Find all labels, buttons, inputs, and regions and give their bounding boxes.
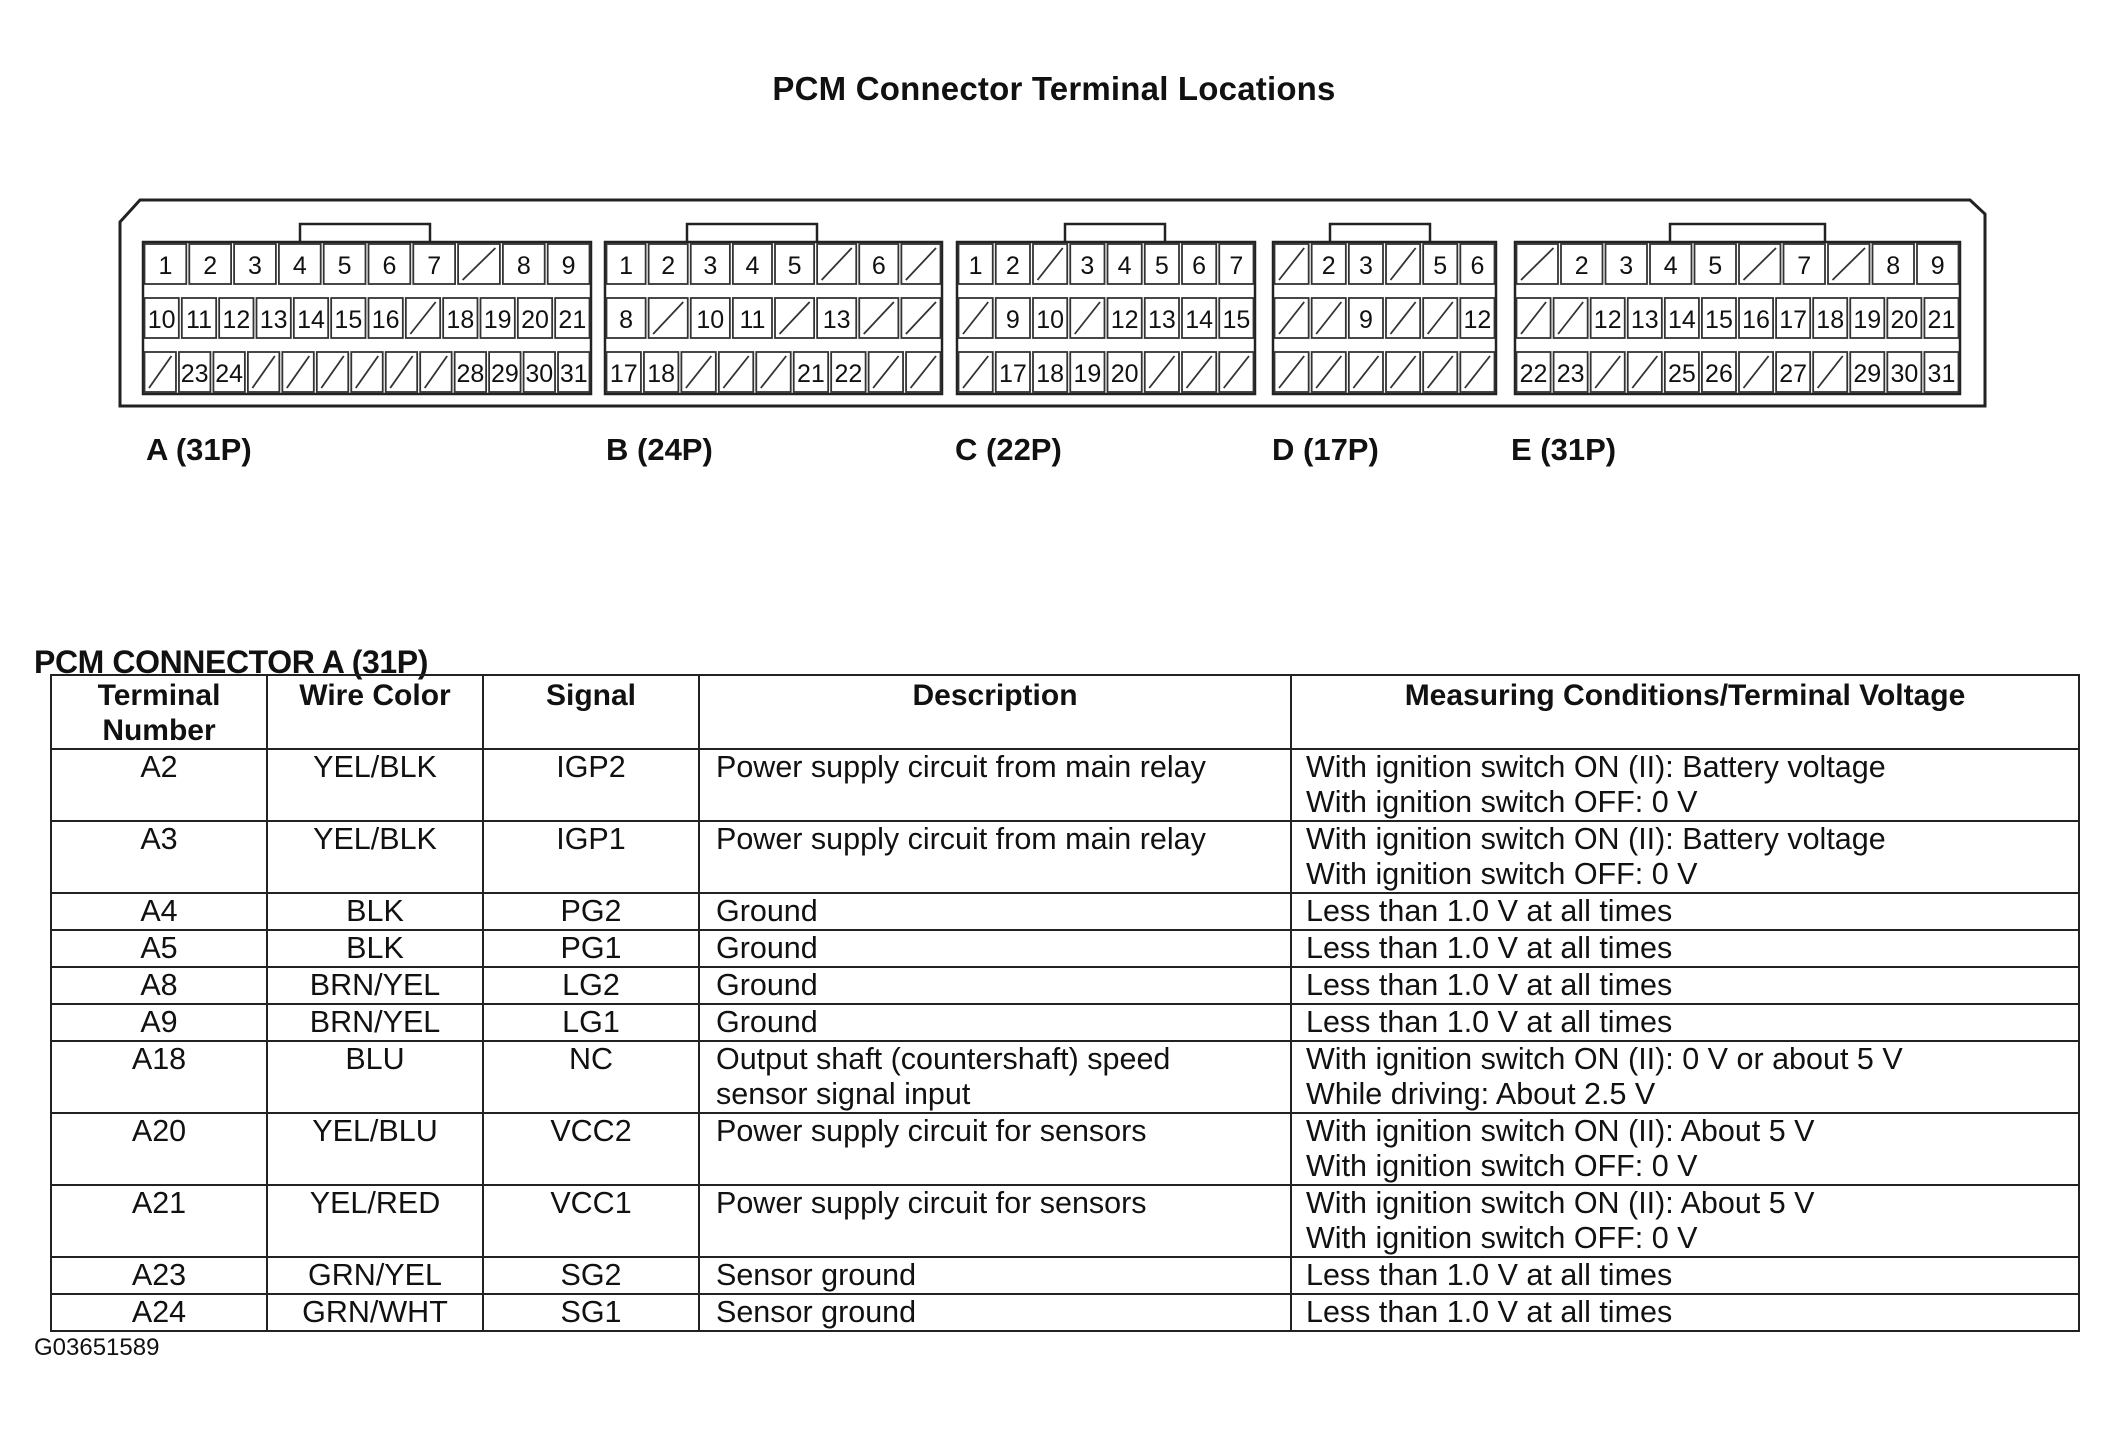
pin-number-a-r2-c12: 21 (558, 306, 587, 334)
terminal-number-cell: A8 (51, 967, 267, 1004)
terminal-number-cell: A20 (51, 1113, 267, 1185)
empty-pin-d-r2-c2 (1316, 302, 1341, 334)
terminal-number-cell: A24 (51, 1294, 267, 1331)
empty-pin-b-r3-c8 (873, 356, 898, 388)
terminal-number-cell: A23 (51, 1257, 267, 1294)
terminal-number-cell: A2 (51, 749, 267, 821)
terminal-number-cell: A21 (51, 1185, 267, 1257)
pin-number-a-r1-c4: 4 (292, 252, 307, 280)
measuring-conditions-cell: Less than 1.0 V at all times (1291, 893, 2079, 930)
pin-number-a-r2-c5: 14 (297, 306, 325, 334)
wire-color-cell: GRN/YEL (267, 1257, 483, 1294)
empty-pin-c-r1-c3 (1038, 248, 1063, 280)
pin-number-c-r3-c4: 19 (1073, 360, 1102, 388)
pin-number-c-r1-c6: 5 (1154, 252, 1169, 280)
terminal-number-cell: A5 (51, 930, 267, 967)
pin-number-a-r3-c11: 29 (490, 360, 519, 388)
pin-number-b-r1-c3: 3 (703, 252, 718, 280)
header-signal: Signal (483, 675, 699, 749)
pin-number-e-r3-c10: 29 (1853, 360, 1882, 388)
connector-label-d: D (17P) (1272, 432, 1379, 467)
description-cell: Power supply circuit for sensors (699, 1185, 1291, 1257)
pin-number-e-r2-c11: 20 (1890, 306, 1919, 334)
pin-number-a-r1-c10: 9 (561, 252, 576, 280)
pin-number-c-r3-c3: 18 (1036, 360, 1065, 388)
block-d-key-tab (1330, 224, 1430, 242)
pin-number-b-r3-c6: 21 (797, 360, 825, 388)
measuring-conditions-cell: With ignition switch ON (II): Battery voltage With ignition switch OFF: 0 V (1291, 821, 2079, 893)
pin-number-a-r3-c2: 23 (180, 360, 209, 388)
empty-pin-a-r3-c8 (390, 356, 412, 388)
pin-number-c-r3-c5: 20 (1110, 360, 1139, 388)
signal-cell: PG1 (483, 930, 699, 967)
empty-pin-b-r2-c7 (864, 302, 894, 334)
pin-number-b-r2-c3: 10 (696, 306, 725, 334)
pin-number-a-r1-c7: 7 (427, 252, 442, 280)
pin-number-a-r1-c5: 5 (337, 252, 352, 280)
measuring-conditions-cell: With ignition switch ON (II): 0 V or about 5 V While driving: About 2.5 V (1291, 1041, 2079, 1113)
empty-pin-d-r2-c4 (1391, 302, 1416, 334)
wire-color-cell: GRN/WHT (267, 1294, 483, 1331)
pin-number-a-r2-c1: 10 (147, 306, 176, 334)
measuring-conditions-cell: Less than 1.0 V at all times (1291, 967, 2079, 1004)
pin-number-a-r1-c1: 1 (158, 252, 173, 280)
empty-pin-e-r3-c9 (1818, 356, 1843, 388)
pin-number-e-r1-c2: 2 (1574, 252, 1589, 280)
empty-pin-c-r2-c4 (1075, 302, 1100, 334)
description-cell: Ground (699, 1004, 1291, 1041)
terminal-number-cell: A18 (51, 1041, 267, 1113)
empty-pin-b-r3-c3 (686, 356, 711, 388)
signal-cell: LG2 (483, 967, 699, 1004)
pin-number-b-r1-c4: 4 (745, 252, 760, 280)
pin-number-c-r2-c6: 13 (1147, 306, 1176, 334)
measuring-conditions-cell: Less than 1.0 V at all times (1291, 1294, 2079, 1331)
wire-color-cell: YEL/BLK (267, 749, 483, 821)
pin-number-a-r2-c9: 18 (446, 306, 475, 334)
empty-pin-b-r1-c6 (822, 248, 852, 280)
empty-pin-b-r2-c5 (780, 302, 810, 334)
empty-pin-d-r3-c3 (1353, 356, 1378, 388)
pin-number-e-r3-c1: 22 (1519, 360, 1548, 388)
wire-color-cell: BLU (267, 1041, 483, 1113)
pin-number-d-r2-c3: 9 (1358, 306, 1373, 334)
description-cell: Power supply circuit from main relay (699, 749, 1291, 821)
table-row (51, 1185, 2079, 1257)
description-cell: Sensor ground (699, 1257, 1291, 1294)
pin-number-a-r3-c10: 28 (456, 360, 485, 388)
empty-pin-a-r3-c9 (425, 356, 447, 388)
pin-number-e-r3-c11: 30 (1890, 360, 1919, 388)
empty-pin-b-r3-c5 (761, 356, 786, 388)
empty-pin-a-r3-c6 (321, 356, 343, 388)
block-c-key-tab (1065, 224, 1165, 242)
measuring-conditions-cell: Less than 1.0 V at all times (1291, 1257, 2079, 1294)
pin-number-e-r2-c6: 15 (1705, 306, 1733, 334)
empty-pin-b-r3-c4 (723, 356, 748, 388)
empty-pin-a-r2-c8 (410, 302, 435, 334)
pin-number-e-r1-c5: 5 (1708, 252, 1723, 280)
signal-cell: VCC2 (483, 1113, 699, 1185)
empty-pin-a-r3-c4 (252, 356, 274, 388)
wire-color-cell: YEL/BLU (267, 1113, 483, 1185)
pin-number-e-r3-c6: 26 (1705, 360, 1733, 388)
pin-number-c-r3-c2: 17 (998, 360, 1027, 388)
pin-number-e-r1-c4: 4 (1663, 252, 1678, 280)
pin-number-e-r2-c10: 19 (1853, 306, 1882, 334)
wire-color-cell: BRN/YEL (267, 1004, 483, 1041)
pin-number-e-r2-c5: 14 (1667, 306, 1696, 334)
wire-color-cell: BLK (267, 930, 483, 967)
pin-number-a-r2-c2: 11 (186, 306, 212, 334)
pin-number-e-r2-c4: 13 (1630, 306, 1659, 334)
pin-number-b-r1-c5: 5 (787, 252, 802, 280)
empty-pin-b-r2-c2 (653, 302, 683, 334)
pin-number-a-r1-c2: 2 (203, 252, 218, 280)
pin-number-c-r2-c3: 10 (1036, 306, 1065, 334)
signal-cell: LG1 (483, 1004, 699, 1041)
figure-id: G03651589 (34, 1334, 160, 1361)
pin-number-e-r2-c7: 16 (1742, 306, 1770, 334)
signal-cell: NC (483, 1041, 699, 1113)
empty-pin-e-r1-c6 (1744, 248, 1777, 280)
wire-color-cell: BRN/YEL (267, 967, 483, 1004)
pin-number-c-r1-c4: 3 (1080, 252, 1095, 280)
empty-pin-e-r2-c1 (1521, 302, 1546, 334)
pin-number-c-r2-c2: 9 (1005, 306, 1020, 334)
pin-number-e-r1-c3: 3 (1619, 252, 1634, 280)
empty-pin-e-r3-c7 (1744, 356, 1769, 388)
pin-number-b-r3-c1: 17 (609, 360, 638, 388)
empty-pin-a-r1-c8 (463, 248, 496, 280)
table-row (51, 821, 2079, 893)
pin-number-b-r3-c7: 22 (834, 360, 863, 388)
measuring-conditions-cell: With ignition switch ON (II): About 5 V With ignition switch OFF: 0 V (1291, 1185, 2079, 1257)
pin-number-e-r1-c7: 7 (1797, 252, 1812, 280)
pin-number-a-r1-c6: 6 (382, 252, 397, 280)
empty-pin-c-r3-c8 (1224, 356, 1249, 388)
pin-number-c-r1-c2: 2 (1005, 252, 1020, 280)
wire-color-cell: YEL/RED (267, 1185, 483, 1257)
empty-pin-d-r3-c6 (1465, 356, 1490, 388)
pin-number-e-r1-c10: 9 (1930, 252, 1945, 280)
empty-pin-d-r1-c4 (1391, 248, 1416, 280)
signal-cell: SG1 (483, 1294, 699, 1331)
empty-pin-e-r2-c2 (1558, 302, 1583, 334)
connector-label-e: E (31P) (1511, 432, 1617, 467)
description-cell: Power supply circuit from main relay (699, 821, 1291, 893)
pin-number-b-r2-c1: 8 (619, 306, 634, 334)
pin-number-d-r1-c5: 5 (1433, 252, 1448, 280)
table-heading: PCM CONNECTOR A (31P) (34, 644, 429, 680)
header-measuring-conditions: Measuring Conditions/Terminal Voltage (1291, 675, 2079, 749)
description-cell: Ground (699, 930, 1291, 967)
empty-pin-c-r3-c6 (1149, 356, 1174, 388)
header-terminal-number: Terminal Number (51, 675, 267, 749)
signal-cell: IGP2 (483, 749, 699, 821)
block-b-key-tab (687, 224, 817, 242)
pin-number-a-r2-c6: 15 (334, 306, 363, 334)
pin-number-e-r2-c8: 17 (1779, 306, 1808, 334)
measuring-conditions-cell: Less than 1.0 V at all times (1291, 930, 2079, 967)
pin-number-a-r2-c3: 12 (222, 306, 251, 334)
pin-number-c-r1-c7: 6 (1192, 252, 1207, 280)
measuring-conditions-cell: Less than 1.0 V at all times (1291, 1004, 2079, 1041)
table-row (51, 1004, 2079, 1041)
pin-number-e-r3-c8: 27 (1779, 360, 1808, 388)
terminal-number-cell: A3 (51, 821, 267, 893)
description-cell: Output shaft (countershaft) speed sensor signal input (699, 1041, 1291, 1113)
block-a-key-tab (300, 224, 430, 242)
empty-pin-b-r1-c8 (906, 248, 936, 280)
header-wire-color: Wire Color (267, 675, 483, 749)
table-row (51, 930, 2079, 967)
pin-number-d-r1-c3: 3 (1358, 252, 1373, 280)
pin-number-e-r3-c12: 31 (1927, 360, 1956, 388)
table-row (51, 1257, 2079, 1294)
signal-cell: PG2 (483, 893, 699, 930)
signal-cell: SG2 (483, 1257, 699, 1294)
table-row (51, 1113, 2079, 1185)
terminal-table (50, 674, 2080, 1332)
pin-number-d-r2-c6: 12 (1463, 306, 1492, 334)
wire-color-cell: YEL/BLK (267, 821, 483, 893)
connector-label-b: B (24P) (606, 432, 713, 467)
pin-number-e-r2-c9: 18 (1816, 306, 1845, 334)
measuring-conditions-cell: With ignition switch ON (II): Battery voltage With ignition switch OFF: 0 V (1291, 749, 2079, 821)
measuring-conditions-cell: With ignition switch ON (II): About 5 V With ignition switch OFF: 0 V (1291, 1113, 2079, 1185)
description-cell: Power supply circuit for sensors (699, 1113, 1291, 1185)
pin-number-a-r3-c13: 31 (559, 360, 588, 388)
pin-number-e-r3-c2: 23 (1556, 360, 1585, 388)
description-cell: Sensor ground (699, 1294, 1291, 1331)
pin-number-b-r3-c2: 18 (647, 360, 676, 388)
pin-number-c-r2-c7: 14 (1185, 306, 1214, 334)
empty-pin-c-r3-c1 (963, 356, 988, 388)
pin-number-b-r1-c2: 2 (661, 252, 676, 280)
empty-pin-a-r3-c1 (149, 356, 171, 388)
pin-number-c-r2-c8: 15 (1222, 306, 1251, 334)
pin-number-c-r1-c5: 4 (1117, 252, 1132, 280)
pin-number-c-r2-c5: 12 (1110, 306, 1139, 334)
page-title: PCM Connector Terminal Locations (772, 70, 1336, 107)
table-row (51, 893, 2079, 930)
block-e-key-tab (1670, 224, 1825, 242)
table-row (51, 749, 2079, 821)
connector-label-a: A (31P) (146, 432, 252, 467)
empty-pin-c-r3-c7 (1187, 356, 1212, 388)
pin-number-b-r1-c7: 6 (871, 252, 886, 280)
empty-pin-b-r2-c8 (906, 302, 936, 334)
table-row (51, 967, 2079, 1004)
empty-pin-e-r1-c8 (1833, 248, 1866, 280)
wire-color-cell: BLK (267, 893, 483, 930)
pin-number-a-r2-c11: 20 (521, 306, 549, 334)
description-cell: Ground (699, 893, 1291, 930)
pin-number-b-r1-c1: 1 (619, 252, 634, 280)
pin-number-a-r1-c3: 3 (248, 252, 262, 280)
empty-pin-c-r2-c1 (963, 302, 988, 334)
pin-number-d-r1-c6: 6 (1470, 252, 1485, 280)
pin-number-e-r1-c9: 8 (1886, 252, 1901, 280)
pin-number-a-r2-c10: 19 (483, 306, 512, 334)
pin-number-b-r2-c6: 13 (822, 306, 851, 334)
pin-number-e-r2-c3: 12 (1593, 306, 1622, 334)
pin-number-c-r1-c8: 7 (1229, 252, 1244, 280)
pin-number-b-r2-c4: 11 (739, 306, 766, 334)
empty-pin-d-r3-c2 (1316, 356, 1341, 388)
description-cell: Ground (699, 967, 1291, 1004)
pin-number-a-r3-c3: 24 (215, 360, 244, 388)
table-header-row (51, 675, 2079, 749)
pin-number-a-r1-c9: 8 (516, 252, 531, 280)
empty-pin-e-r3-c4 (1632, 356, 1657, 388)
empty-pin-d-r2-c1 (1279, 302, 1304, 334)
pin-number-c-r1-c1: 1 (968, 252, 983, 280)
pin-number-e-r2-c12: 21 (1927, 306, 1956, 334)
terminal-number-cell: A9 (51, 1004, 267, 1041)
empty-pin-d-r3-c4 (1391, 356, 1416, 388)
empty-pin-d-r2-c5 (1428, 302, 1453, 334)
signal-cell: VCC1 (483, 1185, 699, 1257)
header-description: Description (699, 675, 1291, 749)
pin-number-a-r2-c4: 13 (259, 306, 288, 334)
terminal-number-cell: A4 (51, 893, 267, 930)
pin-number-a-r2-c7: 16 (371, 306, 400, 334)
empty-pin-b-r3-c9 (911, 356, 936, 388)
table-row (51, 1294, 2079, 1331)
connector-label-c: C (22P) (955, 432, 1062, 467)
empty-pin-d-r3-c1 (1279, 356, 1304, 388)
pin-number-e-r3-c5: 25 (1667, 360, 1696, 388)
pin-number-a-r3-c12: 30 (525, 360, 554, 388)
table-row (51, 1041, 2079, 1113)
empty-pin-e-r1-c1 (1521, 248, 1554, 280)
empty-pin-e-r3-c3 (1595, 356, 1620, 388)
connector-diagram (0, 0, 2108, 470)
signal-cell: IGP1 (483, 821, 699, 893)
empty-pin-a-r3-c7 (356, 356, 378, 388)
pin-number-d-r1-c2: 2 (1321, 252, 1336, 280)
empty-pin-d-r3-c5 (1428, 356, 1453, 388)
empty-pin-d-r1-c1 (1279, 248, 1304, 280)
empty-pin-a-r3-c5 (287, 356, 309, 388)
